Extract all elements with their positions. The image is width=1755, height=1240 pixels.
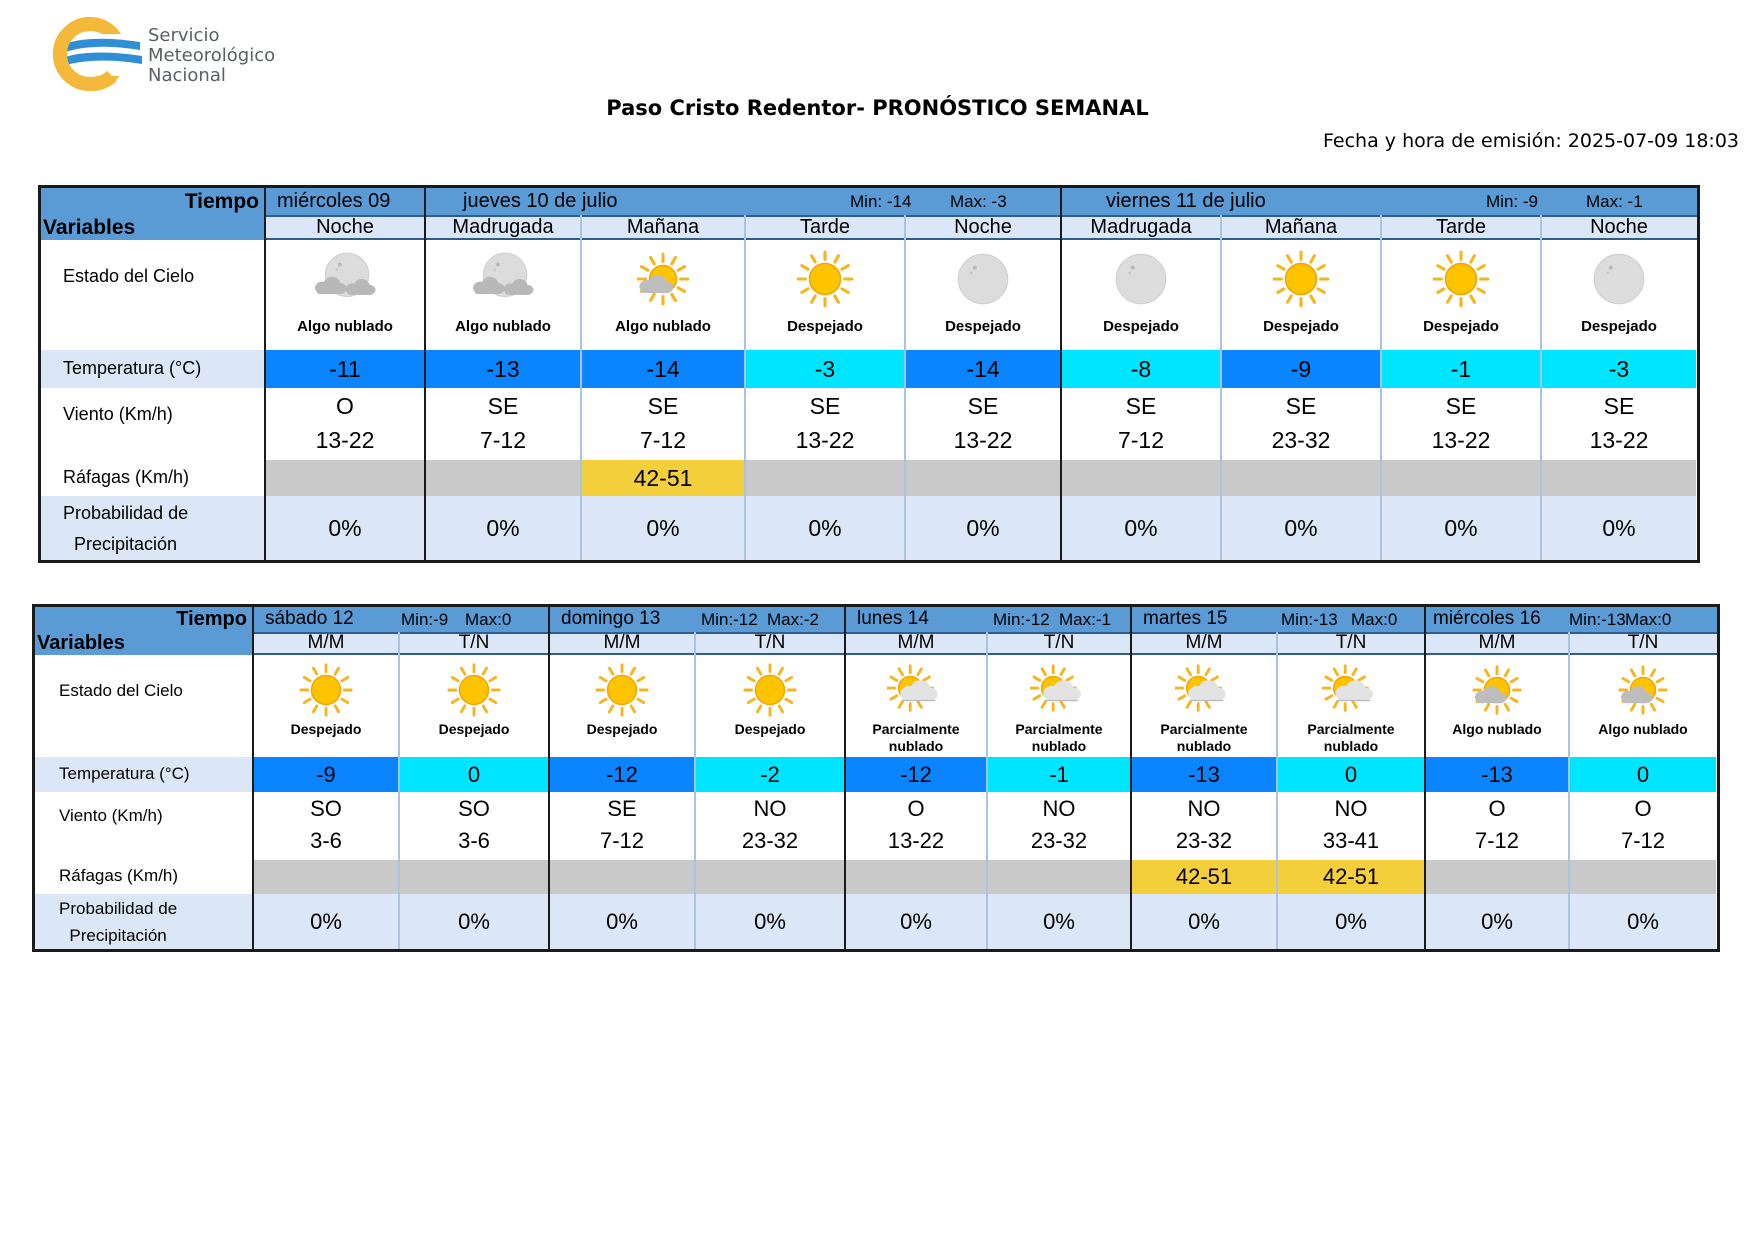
- temperature-value: 0: [467, 761, 481, 787]
- label-rafagas: Ráfagas (Km/h): [59, 866, 179, 885]
- day-divider: [424, 188, 426, 560]
- label-variables: Variables: [43, 215, 136, 239]
- wind-speed: 13-22: [795, 427, 855, 453]
- forecast-table-days-4-8: [32, 604, 1720, 952]
- day-min-temp: Min:-12: [701, 609, 758, 629]
- label-tiempo: Tiempo: [176, 607, 247, 630]
- precip-probability: 0%: [1627, 908, 1659, 934]
- sun-icon: [445, 661, 503, 719]
- label-probabilidad: [59, 896, 177, 949]
- gust-cell-bg: [266, 460, 424, 496]
- sun-cloud-icon: [632, 248, 694, 310]
- period-divider: [398, 632, 400, 949]
- day-min-temp: Min:-9: [401, 609, 449, 629]
- period-name: Noche: [316, 215, 374, 238]
- sky-condition: Algo nublado: [1452, 721, 1542, 737]
- precip-probability: 0%: [966, 515, 1000, 541]
- precip-probability: 0%: [1602, 515, 1636, 541]
- precip-probability: 0%: [486, 515, 520, 541]
- moon-icon: [1110, 248, 1172, 310]
- label-prob-line1: Probabilidad de: [63, 503, 189, 523]
- period-name: T/N: [1043, 631, 1075, 653]
- precip-probability: 0%: [808, 515, 842, 541]
- org-line2: Meteorológico: [148, 45, 276, 66]
- precip-probability: 0%: [1124, 515, 1158, 541]
- label-divider: [252, 607, 254, 949]
- wind-speed: 33-41: [1322, 828, 1380, 853]
- temperature-value: -13: [1188, 761, 1220, 787]
- temperature-value: -3: [1608, 356, 1630, 382]
- wind-speed: 23-32: [741, 828, 799, 853]
- precip-probability: 0%: [1188, 908, 1220, 934]
- gust-cell-bg: [746, 460, 904, 496]
- precip-probability: 0%: [1481, 908, 1513, 934]
- wind-direction: NO: [1042, 796, 1076, 821]
- period-divider: [986, 632, 988, 949]
- gust-cell-bg: [846, 860, 986, 894]
- sun-cloud-partial-icon: [1175, 661, 1233, 719]
- period-divider: [1540, 215, 1542, 560]
- day-min-temp: Min:-13: [1281, 609, 1338, 629]
- precip-probability: 0%: [606, 908, 638, 934]
- gust-cell-bg: [1222, 460, 1380, 496]
- period-name: Noche: [954, 215, 1012, 238]
- temperature-value: -1: [1049, 761, 1069, 787]
- temperature-value: -14: [966, 356, 1000, 382]
- sky-condition: Parcialmente nublado: [1307, 721, 1395, 754]
- sun-icon: [794, 248, 856, 310]
- temperature-value: -13: [486, 356, 520, 382]
- gust-cell-bg: [1542, 460, 1696, 496]
- wind-direction: SE: [1125, 393, 1157, 419]
- period-name: Mañana: [1264, 215, 1338, 238]
- wind-direction: O: [336, 393, 354, 419]
- sky-condition: Algo nublado: [297, 318, 393, 335]
- wind-speed: 23-32: [1175, 828, 1233, 853]
- precip-probability: 0%: [754, 908, 786, 934]
- moon-cloud-icon: [472, 248, 534, 310]
- label-prob-line1: Probabilidad de: [59, 899, 178, 918]
- sun-cloud-icon: [1614, 661, 1672, 719]
- day-title: jueves 10 de julio: [463, 189, 618, 212]
- day-divider: [1130, 607, 1132, 949]
- period-divider: [1380, 215, 1382, 560]
- day-divider: [1060, 188, 1062, 560]
- gust-value: 42-51: [1322, 864, 1380, 889]
- label-prob-line2: Precipitación: [69, 925, 167, 945]
- temperature-value: -14: [646, 356, 680, 382]
- precip-probability: 0%: [900, 908, 932, 934]
- day-min-temp: Min: -14: [850, 191, 912, 211]
- sky-condition: Despejado: [438, 721, 510, 737]
- sky-condition: Despejado: [586, 721, 658, 737]
- gust-value: 42-51: [1175, 864, 1233, 889]
- day-title: lunes 14: [857, 607, 929, 629]
- sun-cloud-icon: [1468, 661, 1526, 719]
- wind-speed: 7-12: [599, 828, 645, 853]
- wind-speed: 13-22: [1589, 427, 1649, 453]
- sky-condition: Algo nublado: [615, 318, 711, 335]
- wind-speed: 3-6: [310, 828, 342, 853]
- day-min-temp: Min:-12: [993, 609, 1050, 629]
- wind-direction: SO: [458, 796, 490, 821]
- precip-probability: 0%: [1444, 515, 1478, 541]
- period-divider: [1276, 632, 1278, 949]
- wind-speed: 7-12: [1620, 828, 1666, 853]
- wind-speed: 7-12: [1474, 828, 1520, 853]
- org-line3: Nacional: [148, 65, 226, 86]
- gust-cell-bg: [400, 860, 548, 894]
- period-name: Madrugada: [1090, 215, 1192, 238]
- wind-speed: 13-22: [1431, 427, 1491, 453]
- period-name: Noche: [1590, 215, 1648, 238]
- period-divider: [1220, 215, 1222, 560]
- temperature-value: 0: [1344, 761, 1358, 787]
- day-max-temp: Max: -1: [1586, 191, 1643, 211]
- period-divider: [694, 632, 696, 949]
- day-max-temp: Max:-1: [1059, 609, 1111, 629]
- period-divider: [744, 215, 746, 560]
- day-title: martes 15: [1143, 607, 1228, 629]
- wind-direction: NO: [753, 796, 787, 821]
- label-estado-cielo: Estado del Cielo: [59, 681, 183, 700]
- period-name: Tarde: [1435, 215, 1487, 238]
- sun-cloud-partial-icon: [1030, 661, 1088, 719]
- temperature-value: -3: [814, 356, 836, 382]
- moon-icon: [952, 248, 1014, 310]
- sky-condition: Despejado: [290, 721, 362, 737]
- temperature-value: -9: [1290, 356, 1312, 382]
- sky-condition: Despejado: [1103, 318, 1179, 335]
- day-min-temp: Min:-13: [1569, 609, 1626, 629]
- wind-direction: O: [907, 796, 925, 821]
- label-temperatura: Temperatura (°C): [59, 763, 190, 783]
- sun-icon: [741, 661, 799, 719]
- gust-cell-bg: [696, 860, 844, 894]
- wind-direction: SE: [809, 393, 841, 419]
- day-max-temp: Max:0: [1625, 609, 1672, 629]
- period-name: T/N: [754, 631, 786, 653]
- label-viento: Viento (Km/h): [63, 404, 173, 424]
- label-temperatura: Temperatura (°C): [63, 358, 202, 378]
- period-name: Tarde: [799, 215, 851, 238]
- wind-speed: 3-6: [458, 828, 490, 853]
- temperature-value: -9: [316, 761, 336, 787]
- precip-probability: 0%: [1043, 908, 1075, 934]
- wind-direction: NO: [1334, 796, 1368, 821]
- sky-condition: Despejado: [787, 318, 863, 335]
- gust-value: 42-51: [633, 465, 693, 491]
- day-max-temp: Max:-2: [767, 609, 819, 629]
- day-title: miércoles 09: [277, 189, 391, 212]
- wind-direction: SE: [487, 393, 519, 419]
- wind-direction: SE: [1445, 393, 1477, 419]
- period-name: T/N: [458, 631, 490, 653]
- period-divider: [580, 215, 582, 560]
- wind-direction: O: [1634, 796, 1652, 821]
- gust-cell-bg: [988, 860, 1130, 894]
- label-rafagas: Ráfagas (Km/h): [63, 467, 190, 487]
- precip-probability: 0%: [1335, 908, 1367, 934]
- wind-speed: 13-22: [315, 427, 375, 453]
- period-name: T/N: [1627, 631, 1659, 653]
- wind-direction: SE: [647, 393, 679, 419]
- wind-speed: 7-12: [479, 427, 527, 453]
- temperature-value: -2: [760, 761, 780, 787]
- sky-condition: Parcialmente nublado: [1160, 721, 1248, 754]
- day-divider: [548, 607, 550, 949]
- period-name: M/M: [897, 631, 935, 653]
- day-max-temp: Max:0: [465, 609, 512, 629]
- sky-condition: Parcialmente nublado: [1015, 721, 1103, 754]
- period-name: M/M: [1185, 631, 1223, 653]
- gust-cell-bg: [254, 860, 398, 894]
- day-min-temp: Min: -9: [1486, 191, 1538, 211]
- temperature-value: -12: [606, 761, 638, 787]
- day-title: sábado 12: [265, 607, 354, 629]
- wind-speed: 7-12: [639, 427, 687, 453]
- wind-speed: 23-32: [1030, 828, 1088, 853]
- wind-direction: SE: [1603, 393, 1635, 419]
- precip-probability: 0%: [458, 908, 490, 934]
- wind-direction: NO: [1187, 796, 1221, 821]
- sun-icon: [297, 661, 355, 719]
- forecast-table-days-1-3: [38, 185, 1700, 563]
- day-title: miércoles 16: [1433, 607, 1541, 629]
- precip-probability: 0%: [646, 515, 680, 541]
- wind-direction: SE: [1285, 393, 1317, 419]
- precip-probability: 0%: [1284, 515, 1318, 541]
- sun-cloud-partial-icon: [1322, 661, 1380, 719]
- wind-speed: 13-22: [887, 828, 945, 853]
- wind-direction: SE: [607, 796, 637, 821]
- sky-condition: Despejado: [1263, 318, 1339, 335]
- period-name: M/M: [307, 631, 345, 653]
- sky-condition: Parcialmente nublado: [872, 721, 960, 754]
- label-probabilidad: [63, 498, 188, 560]
- sky-condition: Despejado: [1581, 318, 1657, 335]
- period-name: Madrugada: [452, 215, 554, 238]
- sky-condition: Algo nublado: [1598, 721, 1688, 737]
- sky-condition: Algo nublado: [455, 318, 551, 335]
- moon-cloud-icon: [314, 248, 376, 310]
- label-prob-line2: Precipitación: [74, 534, 178, 554]
- sky-condition: Despejado: [945, 318, 1021, 335]
- wind-speed: 13-22: [953, 427, 1013, 453]
- gust-cell-bg: [1426, 860, 1568, 894]
- gust-cell-bg: [1570, 860, 1716, 894]
- gust-cell-bg: [906, 460, 1060, 496]
- day-divider: [1424, 607, 1426, 949]
- day-max-temp: Max: -3: [950, 191, 1007, 211]
- sun-icon: [1270, 248, 1332, 310]
- label-viento: Viento (Km/h): [59, 806, 163, 825]
- day-divider: [844, 607, 846, 949]
- period-name: M/M: [603, 631, 641, 653]
- period-divider: [904, 215, 906, 560]
- gust-cell-bg: [426, 460, 580, 496]
- wind-direction: SO: [310, 796, 342, 821]
- sun-icon: [1430, 248, 1492, 310]
- day-title: domingo 13: [561, 607, 661, 629]
- sun-cloud-partial-icon: [887, 661, 945, 719]
- period-divider: [1568, 632, 1570, 949]
- label-tiempo: Tiempo: [184, 189, 259, 213]
- gust-cell-bg: [1382, 460, 1540, 496]
- temperature-value: -1: [1450, 356, 1472, 382]
- org-line1: Servicio: [148, 25, 220, 46]
- page-title: Paso Cristo Redentor- PRONÓSTICO SEMANAL: [606, 96, 1149, 120]
- label-divider: [264, 188, 266, 560]
- label-estado-cielo: Estado del Cielo: [63, 266, 195, 286]
- day-title: viernes 11 de julio: [1106, 189, 1266, 212]
- temperature-value: 0: [1636, 761, 1650, 787]
- sky-condition: Despejado: [1423, 318, 1499, 335]
- gust-cell-bg: [550, 860, 694, 894]
- period-name: M/M: [1478, 631, 1516, 653]
- emission-timestamp: Fecha y hora de emisión: 2025-07-09 18:03: [1323, 130, 1739, 152]
- wind-direction: SE: [967, 393, 999, 419]
- wind-direction: O: [1488, 796, 1506, 821]
- temperature-value: -11: [329, 356, 361, 382]
- period-name: T/N: [1335, 631, 1367, 653]
- temperature-value: -12: [900, 761, 932, 787]
- temperature-value: -13: [1481, 761, 1513, 787]
- gust-cell-bg: [1062, 460, 1220, 496]
- temperature-value: -8: [1130, 356, 1152, 382]
- sky-condition: Despejado: [734, 721, 806, 737]
- wind-speed: 23-32: [1271, 427, 1331, 453]
- period-name: Mañana: [626, 215, 700, 238]
- moon-icon: [1588, 248, 1650, 310]
- org-name: [148, 26, 275, 86]
- day-max-temp: Max:0: [1351, 609, 1398, 629]
- precip-probability: 0%: [310, 908, 342, 934]
- label-variables: Variables: [37, 631, 125, 654]
- sun-icon: [593, 661, 651, 719]
- wind-speed: 7-12: [1117, 427, 1165, 453]
- precip-probability: 0%: [328, 515, 362, 541]
